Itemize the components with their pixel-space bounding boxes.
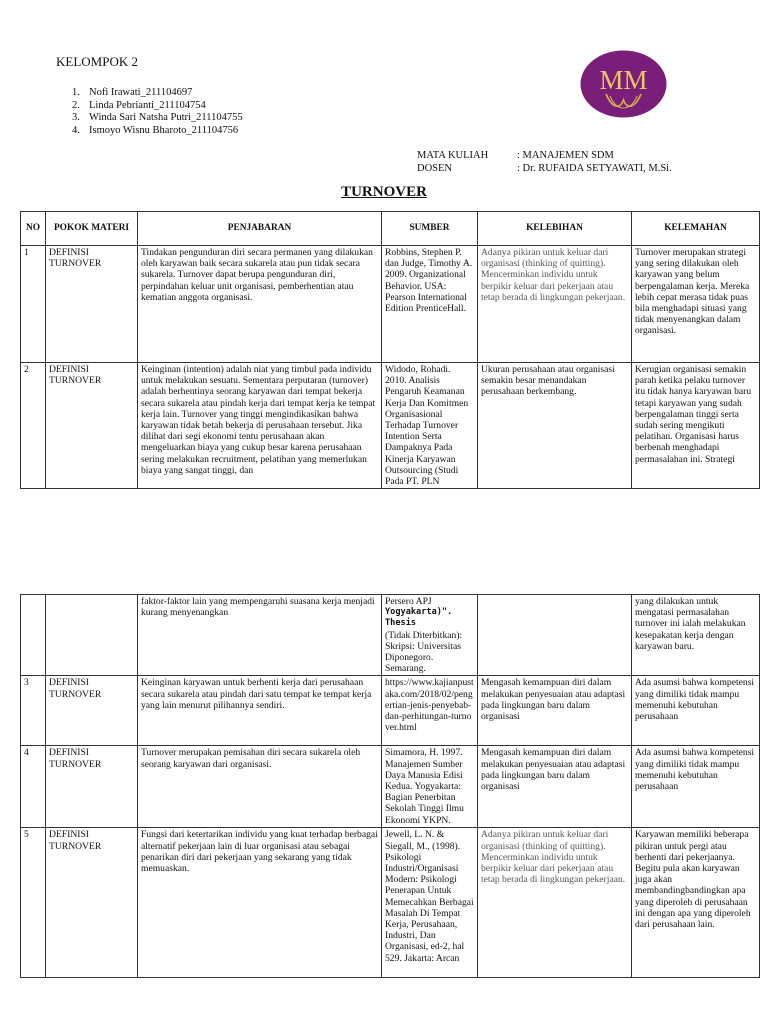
table-row: 2 DEFINISI TURNOVER Keinginan (intention) adalah niat yang timbul pada individu untuk melakukan sesuatu. Sementara perputaran (turnover) adalah berhentinya seorang karyawan dari tempat bekerja secara sukarela atau pindah kerja dari tempat kerja ke tempat kerja lain. Turnover yang tinggi mengindikasikan bahwa karyawan tidak betah bekerja di perusahaan tersebut. Jika dilihat dari segi ekonomi tentu perusahaan akan mengeluarkan biaya yang cukup besar karena perusahaan sering melakukan recruitment, pelatihan yang memerlukan biaya yang sangat tinggi, dan Widodo, Rohadi. 2010. Analisis Pengaruh Keamanan Kerja Dan Komitmen Organisasional Terhadap Turnover Intention Serta Dampaknya Pada Kinerja Karyawan Outsourcing (Studi Pada PT. PLN Ukuran perusahaan atau organisasi semakin besar menandakan perusahaan berkembang. Kerugian organisasi semakin parah ketika pelaku turnover itu tidak hanya karyawan baru tetapi karyawan yang sudah berpengalaman tinggi serta sudah sering mengikuti pelatihan. Organisasi harus berbenah menghadapi permasalahan ini. Strategi	[21, 363, 760, 489]
table-row: 4 DEFINISI TURNOVER Turnover merupakan pemisahan diri secara sukarela oleh seorang karyawan dari organisasi. Simamora, H. 1997. Manajemen Sumber Daya Manusia Edisi Kedua. Yogyakarta: Bagian Penerbitan Sekolah Tinggi Ilmu Ekonomi YKPN. Mengasah kemampuan diri dalam melakukan penyesuaian atau adaptasi pada lingkungan baru dalam organisasi Ada asumsi bahwa kompetensi yang dimiliki tidak mampu memenuhi kebutuhan perusahaan	[21, 746, 760, 828]
list-item: 2. Linda Pebrianti_211104754	[72, 99, 206, 111]
logo-text: MM	[599, 65, 648, 95]
list-item: 1. Nofi Irawati_211104697	[72, 87, 193, 98]
list-item: 3. Winda Sari Natsha Putri_211104755	[72, 112, 243, 123]
header-sumber: SUMBER	[382, 212, 478, 246]
course-label: MATA KULIAH	[417, 150, 489, 161]
header-kelebihan: KELEBIHAN	[478, 212, 632, 246]
turnover-table	[20, 211, 760, 489]
header-kelemahan: KELEMAHAN	[632, 212, 760, 246]
page-title: TURNOVER	[341, 184, 427, 200]
course-value: : MANAJEMEN SDM	[517, 150, 614, 161]
table-row: 3 DEFINISI TURNOVER Keinginan karyawan untuk berhenti kerja dari perusahaan secara sukarela atau pindah dari satu tempat ke tempat kerja yang lain menurut pilihannya sendiri. https://www.kajianpustaka.com/2018/02/pengertian-jenis-penyebab-dan-perhitungan-turnover.html Mengasah kemampuan diri dalam melakukan penyesuaian atau adaptasi pada lingkungan baru dalam organisasi Ada asumsi bahwa kompetensi yang dimiliki tidak mampu memenuhi kebutuhan perusahaan	[21, 676, 760, 746]
member-list	[72, 87, 243, 137]
mm-logo-icon	[580, 50, 667, 118]
table-row: 1 DEFINISI TURNOVER Tindakan pengunduran diri secara permanen yang dilakukan oleh karyawan baik secara sukarela atau pun tidak secara sukarela. Turnover dapat berupa pengunduran diri, perpindahan keluar unit organisasi, pemberhentian atau kematian anggota organisasi. Robbins, Stephen P. dan Judge, Timothy A. 2009. Organizational Behavior. USA: Pearson International Edition PrenticeHall. Adanya pikiran untuk keluar dari organisasi (thinking of quitting). Mencerminkan individu untuk berpikir keluar dari pekerjaan atau tetap berada di lingkungan pekerjaan. Turnover merupakan strategi yang sering dilakukan oleh karyawan yang belum berpengalaman kerja. Mereka lebih cepat merasa tidak puas bila menghadapi situasi yang tidak menyenangkan dalam organisasi.	[21, 246, 760, 363]
header-penjabaran: PENJABARAN	[138, 212, 382, 246]
list-item: 4. Ismoyo Wisnu Bharoto_211104756	[72, 124, 239, 136]
header-no: NO	[21, 212, 46, 246]
lecturer-label: DOSEN	[417, 162, 453, 174]
table-row: faktor-faktor lain yang mempengaruhi suasana kerja menjadi kurang menyenangkan Persero APJ Yogyakarta)". Thesis (Tidak Diterbitkan): Skripsi: Universitas Diponegoro. Semarang. yang dilakukan untuk mengatasi permasalahan turnover ini ialah melakukan kesepakatan kerja dengan karyawan baru.	[21, 595, 760, 676]
turnover-table-continued	[20, 594, 760, 978]
header-pokok: POKOK MATERI	[46, 212, 138, 246]
course-info	[417, 150, 672, 175]
table-row: 5 DEFINISI TURNOVER Fungsi dari ketertarikan individu yang kuat terhadap berbagai alternatif pekerjaan lain di luar organisasi atau sebagai penarikan diri dari pekerjaan yang sekarang yang tidak memuaskan. Jewell, L. N. & Siegall, M., (1998). Psikologi Industri/Organisasi Modern: Psikologi Penerapan Untuk Memecahkan Berbagai Masalah Di Tempat Kerja, Perusahaan, Industri, Dan Organisasi, ed-2, hal 529. Jakarta: Arcan Adanya pikiran untuk keluar dari organisasi (thinking of quitting). Mencerminkan individu untuk berpikir keluar dari pekerjaan atau tetap berada di lingkungan pekerjaan. Karyawan memiliki beberapa pikiran untuk pergi atau berhenti dari pekerjaanya. Begitu pula akan karyawan juga akan membandingbandingkan apa yang diperoleh di perusahaan ini dengan apa yang diperoleh dari perusahaan lain.	[21, 828, 760, 978]
group-title: KELOMPOK 2	[56, 54, 138, 69]
lecturer-value: : Dr. RUFAIDA SETYAWATI, M.Si.	[517, 162, 672, 174]
